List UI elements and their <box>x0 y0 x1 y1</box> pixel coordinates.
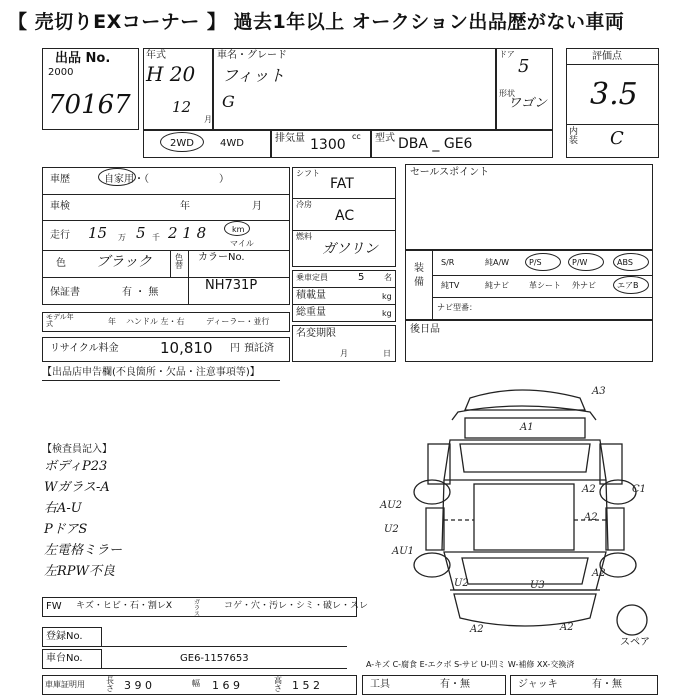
svg-text:A2: A2 <box>560 622 574 633</box>
mileage-man: 15 <box>88 224 108 242</box>
svg-text:U3: U3 <box>530 580 545 591</box>
warranty-label: 保証書 <box>50 287 80 298</box>
cert-width: 1 6 9 <box>212 679 240 692</box>
svg-text:AU2: AU2 <box>380 500 403 511</box>
fw-items2: コゲ・穴・汚レ・シミ・破レ・スレ <box>224 601 369 611</box>
row2-item: 革シート <box>529 281 561 290</box>
svg-text:A2: A2 <box>470 624 484 635</box>
row1-item: S/R <box>441 258 455 267</box>
shift-label: シフト <box>296 169 320 178</box>
fw-label2: ガラス <box>194 599 201 618</box>
displacement-unit: cc <box>352 132 361 141</box>
svg-text:A2: A2 <box>584 512 598 523</box>
equipment-label: 装備 <box>414 263 424 288</box>
mileage-km-circle <box>224 221 250 236</box>
mileage-mile: マイル <box>230 239 254 248</box>
weight-unit: kg <box>382 309 392 318</box>
history-circle <box>98 168 136 186</box>
inspector-label: 【検査員記入】 <box>42 444 112 455</box>
load-unit: kg <box>382 292 392 301</box>
recycle-unit: 円 <box>230 343 240 354</box>
inspector-note: Wガラス-A <box>44 480 110 495</box>
cert-label: 車庫証明用 <box>45 680 85 689</box>
svg-text:A1: A1 <box>520 422 534 433</box>
drive-2wd: 2WD <box>170 138 194 149</box>
drive-circle <box>160 132 204 152</box>
mileage-km: km <box>232 225 245 234</box>
capacity-unit: 名 <box>384 273 392 282</box>
name-change-label: 名変期限 <box>296 328 336 339</box>
year-month: 12 <box>172 98 192 116</box>
svg-text:A2: A2 <box>582 484 596 495</box>
listing-number: 70167 <box>48 90 131 120</box>
inspector-note: 右A-U <box>44 501 82 516</box>
history-value: 自家用・（ ） <box>104 174 229 185</box>
jack-value: 有・無 <box>592 679 622 690</box>
mileage-sen: 5 <box>136 224 146 242</box>
name-change-day: 日 <box>383 349 391 358</box>
inspector-note: PドアS <box>44 522 88 537</box>
ac-label: 冷房 <box>296 200 312 209</box>
row1-item: 純A/W <box>485 258 510 267</box>
fuel-label: 燃料 <box>296 232 312 241</box>
score-value: 3.5 <box>590 77 638 112</box>
damage-legend: A-キズ C-腐食 E-エクボ S-サビ U-凹ミ W-補修 XX-交換済 <box>366 660 575 669</box>
car-grade: G <box>222 92 235 111</box>
displacement-label: 排気量 <box>275 133 305 144</box>
inspection-year: 年 <box>180 201 190 212</box>
car-damage-diagram <box>370 380 670 650</box>
warranty-value: 有 ・ 無 <box>122 287 159 298</box>
model-year-label: モデル年式 <box>46 313 74 328</box>
model-value: DBA _ GE6 <box>398 136 473 152</box>
load-label: 積載量 <box>296 290 326 301</box>
cert-len-label: 長さ <box>106 676 114 693</box>
tools-value: 有・無 <box>440 679 470 690</box>
mileage-rest: 2 1 8 <box>168 224 207 242</box>
cert-len: 3 9 0 <box>124 679 152 692</box>
year-value: H 20 <box>146 62 196 86</box>
row2-item: エアB <box>617 281 639 290</box>
cert-height-label: 高さ <box>274 676 282 693</box>
after-items-box <box>405 320 653 362</box>
row1-item: P/S <box>529 258 542 267</box>
model-year-dealer: ディーラー・並行 <box>206 317 270 326</box>
weight-label: 総重量 <box>296 307 326 318</box>
navi-model: ナビ型番： <box>437 303 477 312</box>
inspector-note: 左電格ミラー <box>44 543 123 558</box>
color-code-label: カラーNo. <box>198 252 245 263</box>
jack-label: ジャッキ <box>518 679 558 690</box>
spare-label: スペア <box>620 637 650 648</box>
mileage-man-unit: 万 <box>118 233 126 242</box>
row2-item: 純TV <box>441 281 460 290</box>
svg-text:A2: A2 <box>592 568 606 579</box>
year-label: 年式 <box>146 50 166 61</box>
svg-text:U2: U2 <box>384 524 399 535</box>
color-change-label: 色替 <box>175 253 183 270</box>
drive-4wd: 4WD <box>220 138 244 149</box>
registration-label: 登録No. <box>46 631 83 642</box>
interior-label: 内装 <box>569 127 579 146</box>
history-label: 車歴 <box>50 174 70 185</box>
after-items-label: 後日品 <box>410 324 440 335</box>
row2-item: 純ナビ <box>485 281 509 290</box>
banner-text: 【 売切りEXコーナー 】 過去1年以上 オークション出品歴がない車両 <box>8 11 625 33</box>
fw-label: FW <box>46 601 62 612</box>
recycle-label: リサイクル料金 <box>50 343 119 354</box>
inspector-note: ボディP23 <box>44 459 108 474</box>
listing-label: 出品 No. <box>55 51 111 66</box>
capacity-label: 乗車定員 <box>296 273 328 282</box>
row1-item: ABS <box>617 258 633 267</box>
svg-text:AU1: AU1 <box>392 546 415 557</box>
doors-value: 5 <box>518 56 530 77</box>
listing-year-tag: 2000 <box>48 67 74 78</box>
auction-banner <box>0 0 700 34</box>
year-month-unit: 月 <box>204 115 212 124</box>
fuel-value: ガソリン <box>322 241 378 257</box>
model-label: 型式 <box>375 133 395 144</box>
row2-item: 外ナビ <box>572 281 596 290</box>
fw-items: キズ・ヒビ・石・割レX <box>76 601 172 611</box>
chassis-value: GE6-1157653 <box>180 653 249 664</box>
color-code: NH731P <box>205 278 258 293</box>
inspection-label: 車検 <box>50 201 70 212</box>
shift-value: FAT <box>330 176 354 192</box>
cert-width-label: 幅 <box>192 679 200 688</box>
sales-point-label: セールスポイント <box>410 167 490 178</box>
recycle-status: 預託済 <box>244 343 274 354</box>
model-year-year: 年 <box>108 317 116 326</box>
score-label: 評価点 <box>592 51 622 62</box>
interior-value: C <box>610 128 624 149</box>
model-year-handle: ハンドル 左・右 <box>126 317 185 326</box>
mileage-sen-unit: 千 <box>152 233 160 242</box>
svg-text:C1: C1 <box>632 484 647 495</box>
mileage-label: 走行 <box>50 230 70 241</box>
report-label: 【出品店申告欄(不良箇所・欠品・注意事項等)】 <box>42 367 260 378</box>
recycle-value: 10,810 <box>160 339 213 357</box>
ac-value: AC <box>335 208 355 224</box>
name-change-month: 月 <box>340 349 348 358</box>
shape-value: ワゴン <box>508 96 548 111</box>
doors-label: ドア <box>499 50 515 59</box>
car-label: 車名・グレード <box>217 50 287 61</box>
car-name: フィット <box>222 66 285 85</box>
inspector-note: 左RPW不良 <box>44 564 115 579</box>
tools-label: 工具 <box>370 679 390 690</box>
shape-label: 形状 <box>499 89 515 98</box>
cert-height: 1 5 2 <box>292 679 320 692</box>
chassis-label: 車台No. <box>46 653 83 664</box>
color-value: ブラック <box>96 254 152 270</box>
color-label: 色 <box>56 258 66 269</box>
capacity-value: 5 <box>358 272 365 283</box>
row1-item: P/W <box>572 258 588 267</box>
inspection-month: 月 <box>252 201 262 212</box>
svg-text:A3: A3 <box>592 386 606 397</box>
svg-text:U2: U2 <box>454 578 469 589</box>
displacement-value: 1300 <box>310 137 346 153</box>
